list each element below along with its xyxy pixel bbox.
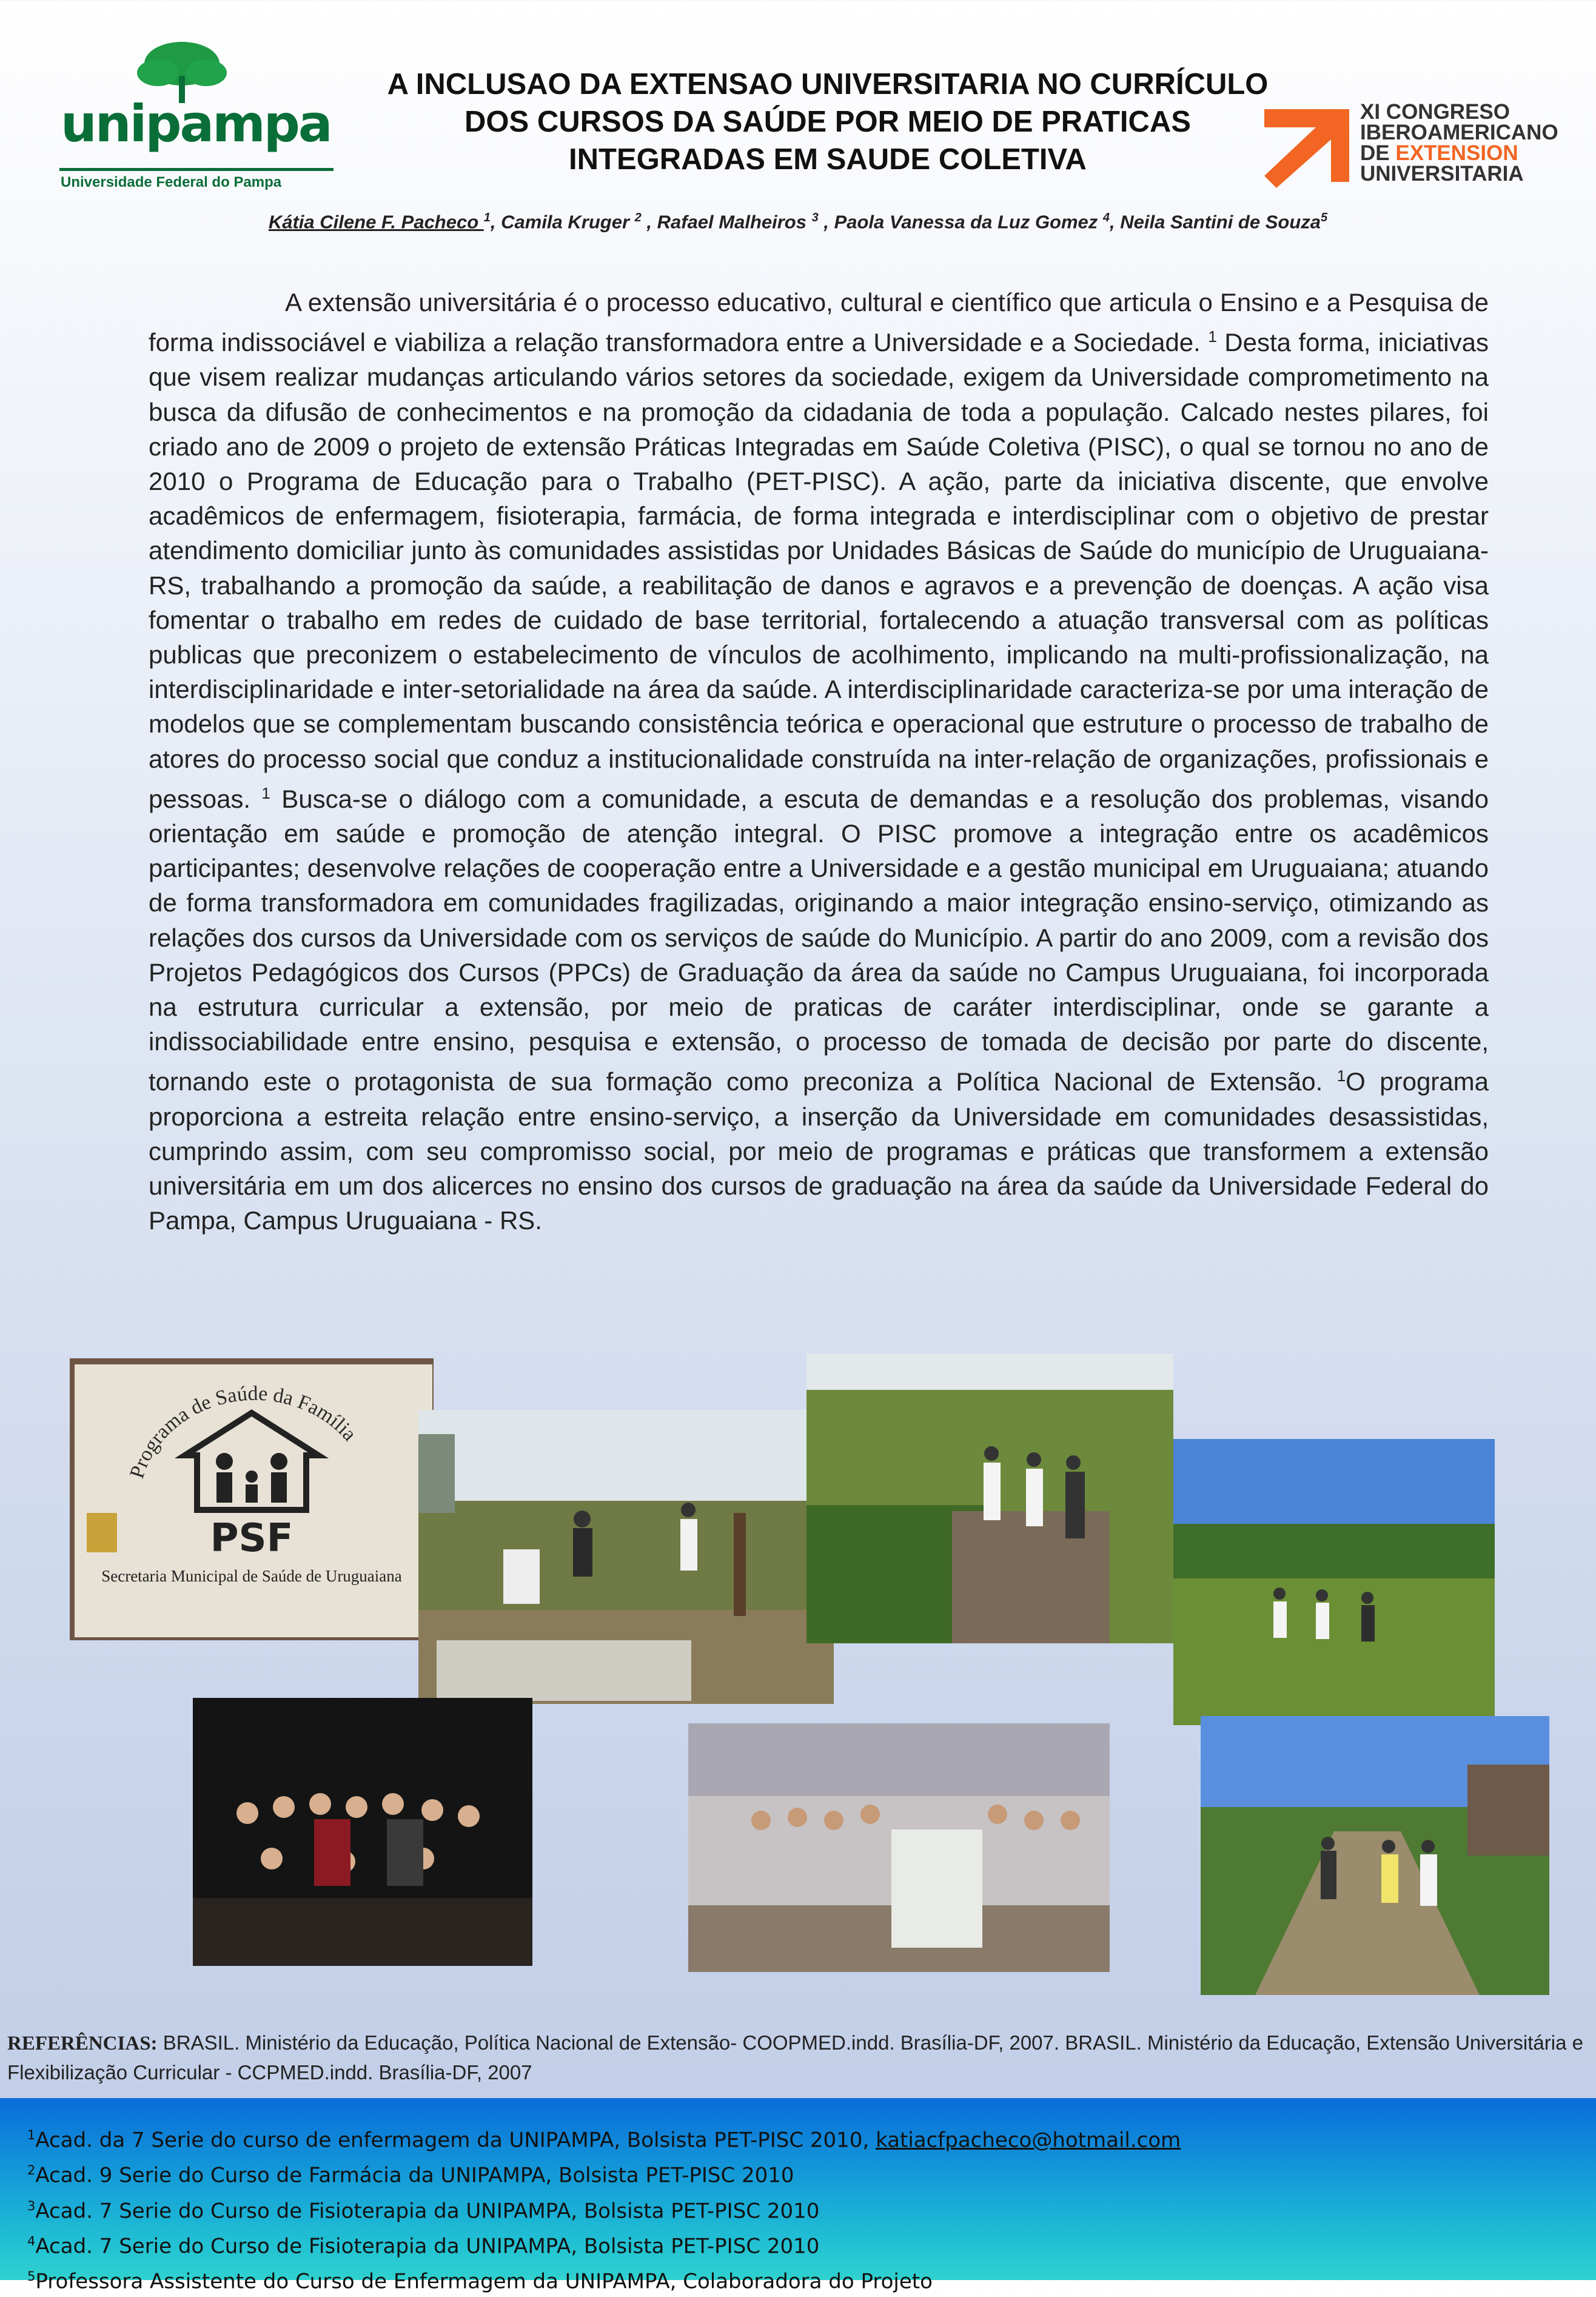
footnote-4 [27,2226,1596,2261]
group-night-photo [193,1698,532,1966]
footnote-2 [27,2155,1596,2190]
psf-big-text: PSF [210,1516,293,1561]
citation-1: 1 [1208,327,1217,346]
email-link[interactable]: katiacfpacheco@hotmail.com [876,2128,1181,2153]
field-walk-image [1173,1439,1495,1725]
congreso-line-2: IBEROAMERICANO [1360,121,1558,144]
author-3: , Rafael Malheiros [641,211,812,233]
citation-3: 1 [1336,1067,1346,1085]
references-label: REFERÊNCIAS: [7,2033,158,2054]
unipampa-wordmark: unipampa [61,94,331,153]
footnote-5-sup: 5 [27,2269,36,2284]
psf-bottom-text: Secretaria Municipal de Saúde de Uruguaiana [101,1567,402,1585]
author-3-sup: 3 [811,211,819,224]
group-night-image [193,1698,532,1966]
psf-sign-photo [70,1358,434,1640]
footnote-2-text: Acad. 9 Serie do Curso de Farmácia da UNIPAMPA, Bolsista PET-PISC 2010 [35,2163,794,2188]
field-visit-photo-1 [418,1410,834,1704]
references [7,2028,1584,2087]
citation-2: 1 [261,783,270,802]
congreso-logo [1258,97,1574,206]
field-visit-photo-2 [806,1353,1173,1643]
field-visit-image-2 [806,1353,1173,1643]
references-text: BRASIL. Ministério da Educação, Política Nacional de Extensão- COOPMED.indd. Brasília-DF, 2007. BRASIL. Ministério da Educação, Extensão Universitária e Flexibilização Curricular - CCPMED.indd. Brasília-DF, 2007 [7,2031,1583,2084]
footnote-1 [27,2120,1596,2155]
psf-sign-image [70,1358,434,1640]
footnote-3 [27,2191,1596,2226]
field-walk-photo [1173,1439,1495,1725]
footnotes-bar [0,2098,1596,2294]
author-2-sup: 2 [634,211,642,224]
congreso-line-3-accent: EXTENSION [1395,141,1518,165]
author-4-sup: 4 [1102,211,1110,224]
footnote-4-text: Acad. 7 Serie do Curso de Fisioterapia da UNIPAMPA, Bolsista PET-PISC 2010 [35,2234,820,2259]
footnote-4-sup: 4 [27,2233,36,2248]
path-walk-photo [1201,1716,1549,1995]
congreso-line-4: UNIVERSITARIA [1360,162,1524,186]
body-part-1: A extensão universitária é o processo educativo, cultural e científico que articula o Ensino e a Pesquisa de forma indissociável e viabiliza a relação transformadora entre a Universidade e a Sociedade. [149,288,1489,357]
author-1-sup: 1 [483,211,491,224]
field-visit-image-1 [418,1410,834,1704]
group-poster-image [688,1723,1110,1972]
congreso-line-3-prefix: DE [1360,141,1396,165]
author-4: , Paola Vanessa da Luz Gomez [818,211,1103,233]
logo-rule [59,168,334,171]
author-list [0,211,1596,233]
author-2: , Camila Kruger [490,211,635,233]
author-5: , Neila Santini de Souza [1110,211,1321,233]
unipampa-logo [30,33,331,190]
footnote-5 [27,2261,1596,2296]
footnote-2-sup: 2 [27,2163,36,2178]
footnote-5-text: Professora Assistente do Curso de Enfermagem da UNIPAMPA, Colaboradora do Projeto [35,2269,933,2294]
footnote-3-text: Acad. 7 Serie do Curso de Fisioterapia da UNIPAMPA, Bolsista PET-PISC 2010 [35,2198,820,2223]
arrow-icon [1258,97,1355,188]
body-part-4: O programa proporciona a estreita relação entre ensino-serviço, a inserção da Universidade em comunidades desassistidas, cumprindo assim, com seu compromisso social, por meio de programas e práticas que transformem a extensão universitária em um dos alicerces no ensino dos cursos de graduação na área da saúde da Universidade Federal do Pampa, Campus Uruguaiana - RS. [149,1067,1489,1235]
congreso-line-1: XI CONGRESO [1360,100,1510,124]
author-5-sup: 5 [1321,211,1328,224]
footnote-1-text: Acad. da 7 Serie do curso de enfermagem da UNIPAMPA, Bolsista PET-PISC 2010, [35,2128,876,2153]
footnote-1-sup: 1 [27,2128,36,2142]
psf-arc-text: Programa de Saúde da Família [126,1382,361,1481]
body-part-3: Busca-se o diálogo com a comunidade, a escuta de demandas e a resolução dos problemas, visando orientação em saúde e promoção de atenção integral. O PISC promove a integração entre os acadêmicos participantes; desenvolve relações de cooperação entre a Universidade e a gestão municipal em Uruguaiana; atuando de forma transformadora em comunidades fragilizadas, originando a maior integração ensino-serviço, otimizando as relações dos cursos da Universidade com os serviços de saúde do Município. A partir do ano 2009, com a revisão dos Projetos Pedagógicos dos Cursos (PPCs) de Graduação da área da saúde no Campus Uruguaiana, foi incorporada na estrutura curricular a extensão, por meio de praticas de caráter interdisciplinar, onde se garante a indissociabilidade entre ensino, pesquisa e extensão, o processo de tomada de decisão por parte do discente, tornando este o protagonista de sua formação como preconiza a Política Nacional de Extensão. [149,784,1489,1096]
congreso-text [1360,102,1558,184]
footnote-3-sup: 3 [27,2198,36,2213]
group-poster-photo [688,1723,1110,1972]
path-walk-image [1201,1716,1549,1995]
congreso-line-3 [1360,143,1558,164]
body-part-2: Desta forma, iniciativas que visem realizar mudanças articulando vários setores da sociedade, exigem da Universidade comprometimento na busca da difusão de conhecimentos e na promoção da cidadania de toda a população. Calcado nestes pilares, foi criado ano de 2009 o projeto de extensão Práticas Integradas em Saúde Coletiva (PISC), o qual se tornou no ano de 2010 o Programa de Educação para o Trabalho (PET-PISC). A ação, parte da iniciativa discente, que envolve acadêmicos de enfermagem, fisioterapia, farmácia, de forma integrada e interdisciplinar com o objetivo de prestar atendimento domiciliar junto às comunidades assistidas por Unidades Básicas de Saúde do município de Uruguaiana-RS, trabalhando a promoção da saúde, a reabilitação de danos e agravos e a prevenção de doenças. A ação visa fomentar o trabalho em redes de cuidado de base territorial, fortalecendo a atuação transversal com as políticas publicas que preconizem o estabelecimento de vínculos de acolhimento, implicando na multi-profissionalização, na interdisciplinaridade e inter-setorialidade na área da saúde. A interdisciplinaridade caracteriza-se por uma interação de modelos que se complementam buscando consistência teórica e operacional que estruture o processo de trabalho de atores do processo social que conduz a institucionalidade construída na inter-relação de organizações, profissionais e pessoas. [149,328,1489,813]
author-1: Kátia Cilene F. Pacheco [268,211,484,233]
body-paragraph [149,285,1489,1238]
poster-title: A INCLUSAO DA EXTENSAO UNIVERSITARIA NO CURRÍCULO DOS CURSOS DA SAÚDE POR MEIO DE PRATICAS INTEGRADAS EM SAUDE COLETIVA [387,68,1269,176]
unipampa-subtitle: Universidade Federal do Pampa [61,174,282,190]
